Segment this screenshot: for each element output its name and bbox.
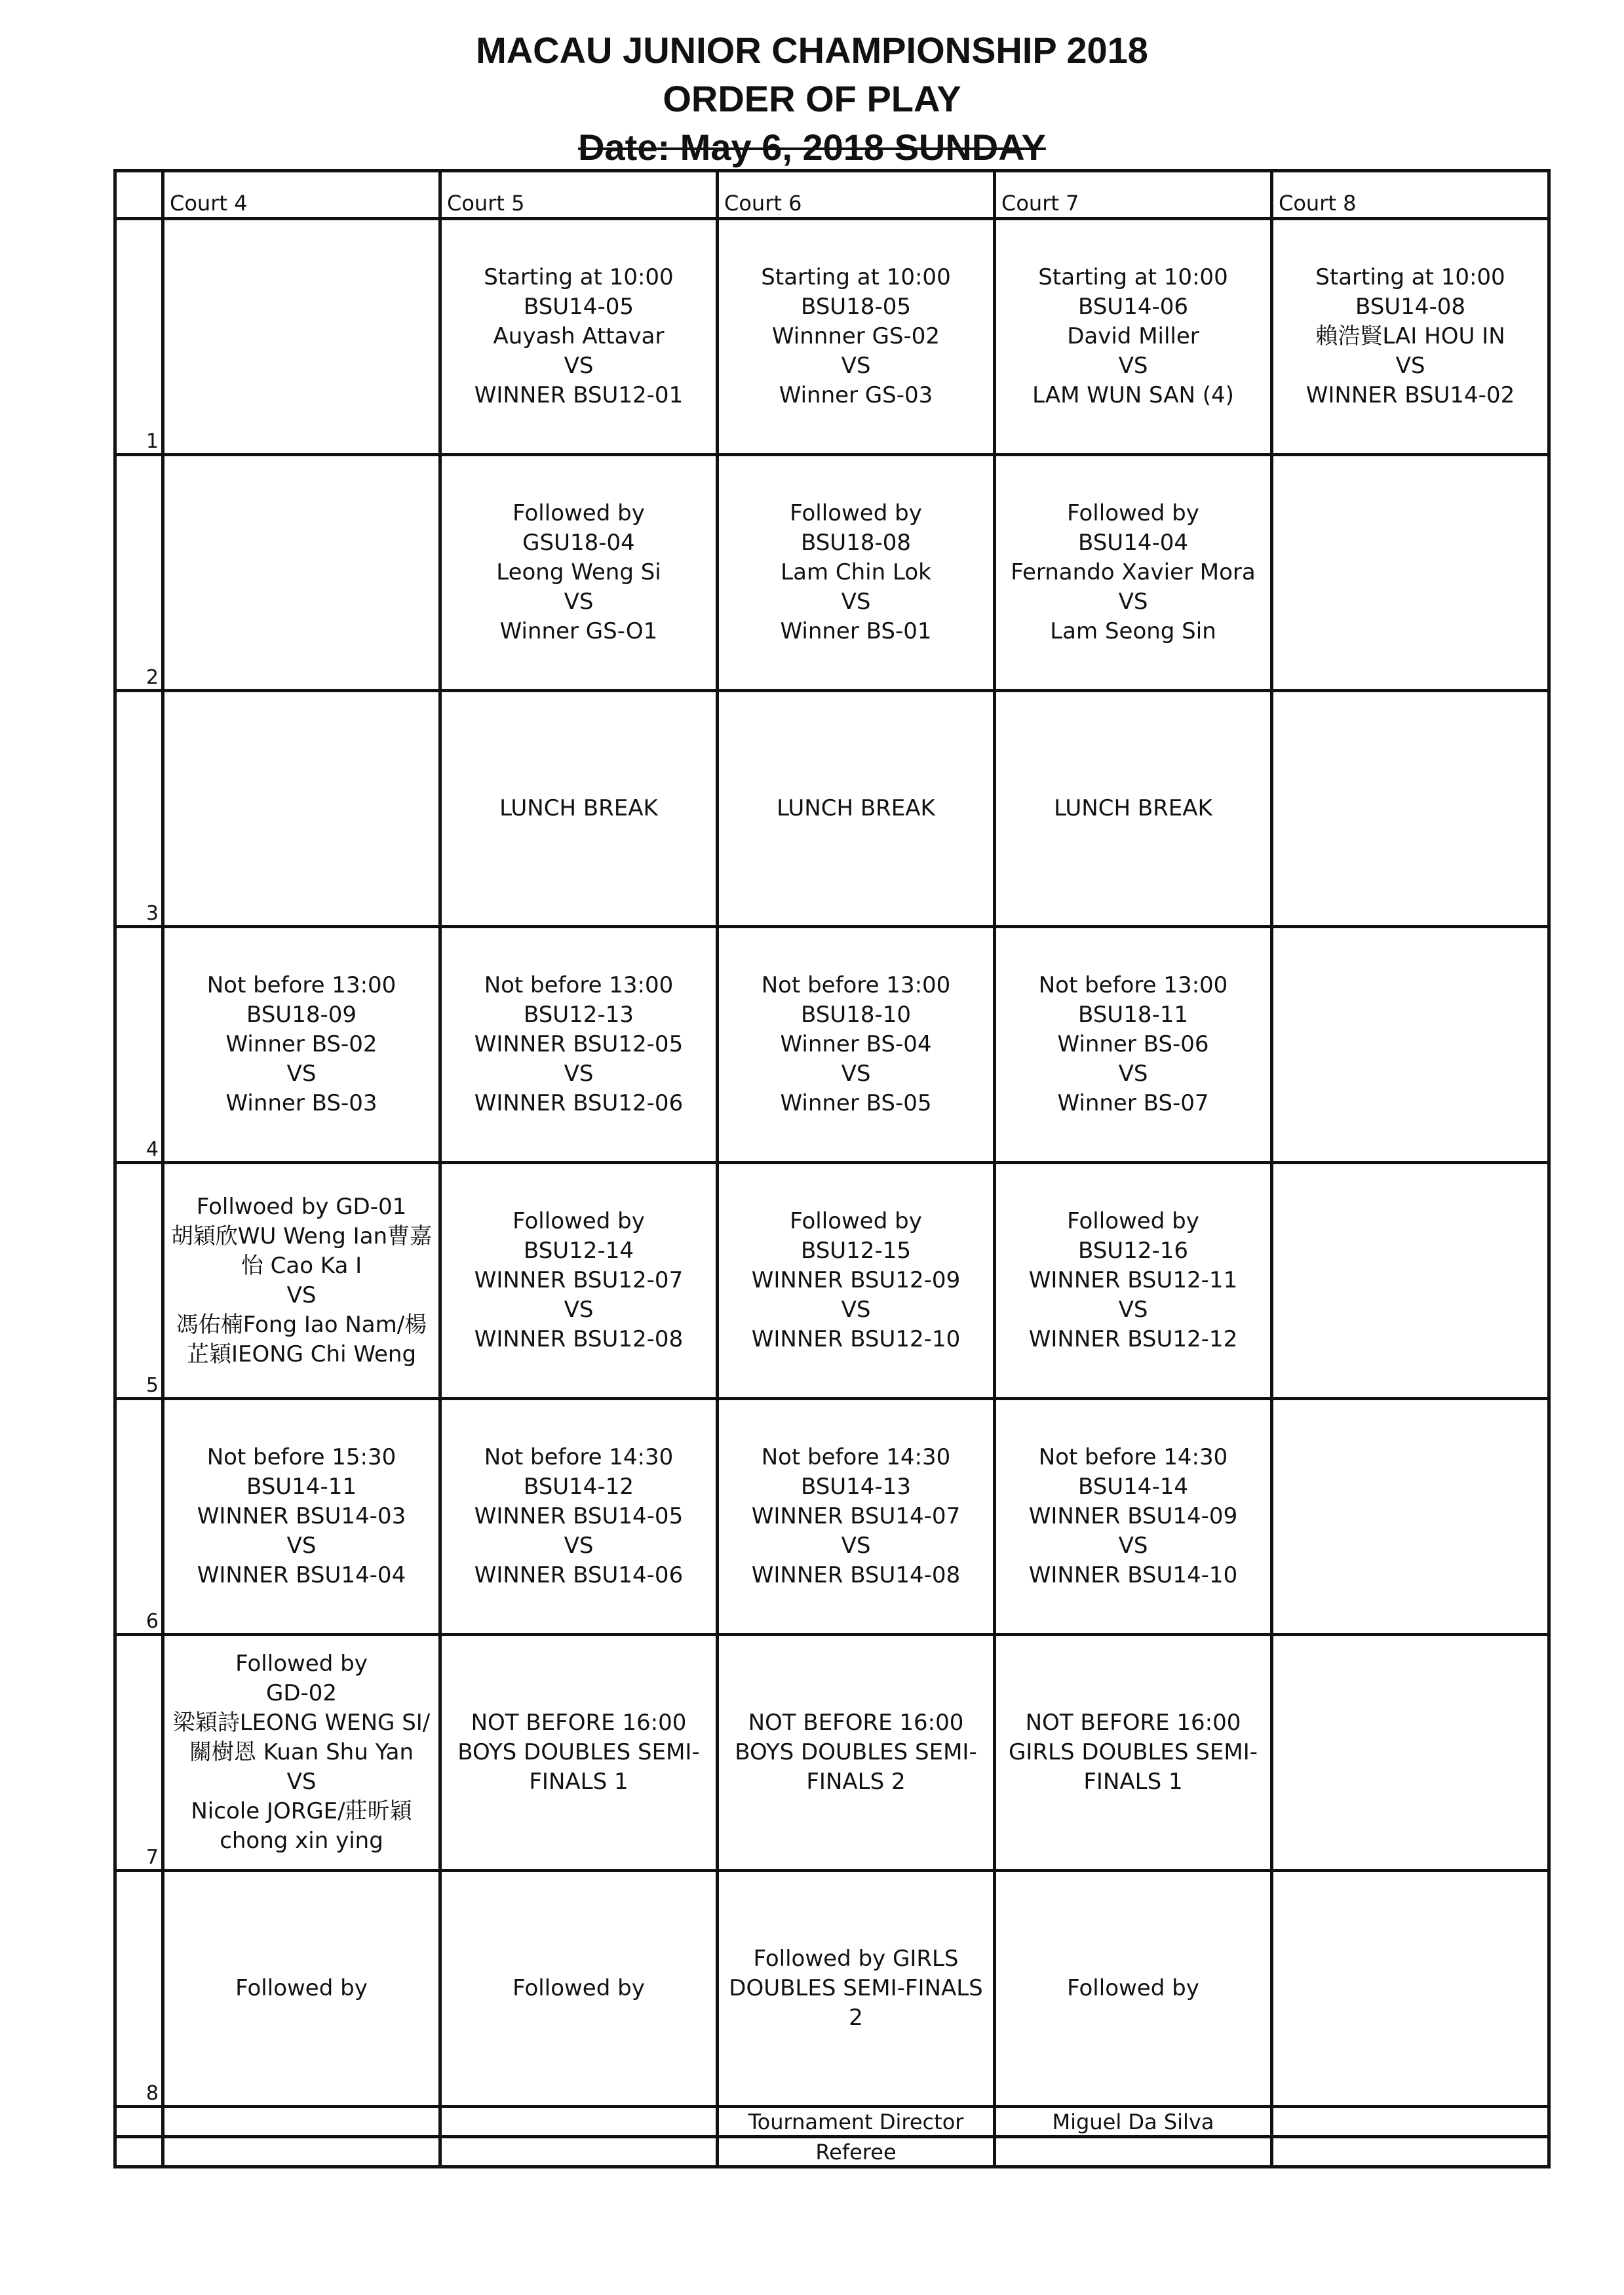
match-text: Not before 13:00 BSU12-13 WINNER BSU12-05 VS WINNER BSU12-06 bbox=[474, 972, 684, 1116]
schedule-cell bbox=[440, 1871, 718, 2107]
schedule-cell bbox=[995, 1399, 1272, 1635]
match-info bbox=[719, 1872, 993, 2105]
schedule-cell bbox=[440, 219, 718, 455]
match-text: Starting at 10:00 BSU14-08 賴浩賢LAI HOU IN VS WINNER BSU14-02 bbox=[1305, 264, 1515, 408]
schedule-cell bbox=[163, 1635, 440, 1871]
match-text: Follwoed by GD-01 胡穎欣WU Weng Ian曹嘉怡 Cao Ka I VS 馮佑楠Fong Iao Nam/楊芷穎IEONG Chi Weng bbox=[170, 1193, 433, 1367]
match-info bbox=[442, 1164, 716, 1397]
match-info bbox=[996, 692, 1270, 925]
match-info bbox=[164, 1872, 438, 2105]
schedule-cell bbox=[163, 1871, 440, 2107]
footer-cell bbox=[1272, 2137, 1549, 2167]
match-text: Not before 13:00 BSU18-09 Winner BS-02 VS Winner BS-03 bbox=[206, 972, 396, 1116]
match-info bbox=[719, 1164, 993, 1397]
match-text: Not before 13:00 BSU18-11 Winner BS-06 VS Winner BS-07 bbox=[1038, 972, 1228, 1116]
match-text: Followed by BSU14-04 Fernando Xavier Mora VS Lam Seong Sin bbox=[1011, 500, 1256, 644]
match-text: NOT BEFORE 16:00 BOYS DOUBLES SEMI-FINALS 2 bbox=[735, 1710, 977, 1795]
match-info bbox=[1273, 1636, 1547, 1869]
match-info bbox=[1273, 1164, 1547, 1397]
schedule-cell bbox=[718, 455, 995, 691]
schedule-cell bbox=[1272, 1871, 1549, 2107]
match-info bbox=[996, 1400, 1270, 1633]
schedule-cell bbox=[163, 219, 440, 455]
match-info bbox=[442, 1872, 716, 2105]
match-info bbox=[442, 220, 716, 453]
document-date: Date: May 6, 2018 SUNDAY bbox=[578, 127, 1046, 168]
match-info bbox=[1273, 928, 1547, 1161]
match-info bbox=[164, 220, 438, 453]
match-text: Followed by bbox=[1067, 1975, 1199, 2001]
schedule-cell bbox=[718, 1635, 995, 1871]
footer-row-referee bbox=[115, 2137, 1549, 2167]
schedule-cell bbox=[718, 927, 995, 1163]
match-text: Followed by BSU12-14 WINNER BSU12-07 VS WINNER BSU12-08 bbox=[474, 1208, 684, 1352]
match-info bbox=[164, 692, 438, 925]
match-info bbox=[1273, 1872, 1547, 2105]
match-text: Followed by BSU18-08 Lam Chin Lok VS Winner BS-01 bbox=[780, 500, 932, 644]
schedule-cell bbox=[440, 1635, 718, 1871]
match-info bbox=[442, 928, 716, 1161]
schedule-cell bbox=[718, 219, 995, 455]
match-info bbox=[164, 1164, 438, 1397]
schedule-cell bbox=[718, 1399, 995, 1635]
footer-cell bbox=[163, 2107, 440, 2137]
schedule-cell bbox=[718, 1871, 995, 2107]
match-info bbox=[719, 928, 993, 1161]
schedule-cell bbox=[1272, 1635, 1549, 1871]
match-info bbox=[1273, 1400, 1547, 1633]
schedule-row bbox=[115, 691, 1549, 927]
court-header: Court 4 bbox=[163, 171, 440, 219]
schedule-cell bbox=[995, 455, 1272, 691]
match-info bbox=[719, 1636, 993, 1869]
match-text: Followed by GIRLS DOUBLES SEMI-FINALS 2 bbox=[729, 1946, 983, 2031]
schedule-cell bbox=[440, 691, 718, 927]
schedule-cell bbox=[1272, 455, 1549, 691]
schedule-cell bbox=[718, 691, 995, 927]
court-header: Court 5 bbox=[440, 171, 718, 219]
schedule-cell bbox=[995, 1871, 1272, 2107]
court-header-row bbox=[115, 171, 1549, 219]
schedule-cell bbox=[995, 1635, 1272, 1871]
match-info bbox=[442, 1400, 716, 1633]
match-text: Not before 14:30 BSU14-12 WINNER BSU14-05 VS WINNER BSU14-06 bbox=[474, 1444, 684, 1588]
schedule-cell bbox=[1272, 691, 1549, 927]
schedule-cell bbox=[1272, 1399, 1549, 1635]
match-text: NOT BEFORE 16:00 GIRLS DOUBLES SEMI-FINALS 1 bbox=[1009, 1710, 1258, 1795]
match-text: Followed by GD-02 梁穎詩LEONG WENG SI/關樹恩 Kuan Shu Yan VS Nicole JORGE/莊昕穎 chong xin ying bbox=[172, 1651, 431, 1854]
schedule-cell bbox=[995, 1163, 1272, 1399]
footer-cell bbox=[995, 2137, 1272, 2167]
match-info bbox=[164, 456, 438, 689]
schedule-cell bbox=[1272, 1163, 1549, 1399]
match-info bbox=[996, 1636, 1270, 1869]
schedule-cell bbox=[1272, 927, 1549, 1163]
schedule-cell bbox=[995, 927, 1272, 1163]
match-text: LUNCH BREAK bbox=[499, 795, 658, 821]
footer-cell bbox=[440, 2107, 718, 2137]
schedule-cell bbox=[995, 219, 1272, 455]
schedule-cell bbox=[440, 927, 718, 1163]
schedule-row bbox=[115, 927, 1549, 1163]
match-text: Not before 14:30 BSU14-13 WINNER BSU14-07 VS WINNER BSU14-08 bbox=[751, 1444, 961, 1588]
match-text: LUNCH BREAK bbox=[777, 795, 935, 821]
footer-row-director bbox=[115, 2107, 1549, 2137]
match-info bbox=[996, 220, 1270, 453]
schedule-cell bbox=[163, 691, 440, 927]
order-of-play-table bbox=[113, 169, 1551, 2168]
footer-cell bbox=[115, 2107, 163, 2137]
row-number: 6 bbox=[115, 1399, 163, 1635]
schedule-cell bbox=[718, 1163, 995, 1399]
director-name: Miguel Da Silva bbox=[995, 2107, 1272, 2137]
match-text: Not before 13:00 BSU18-10 Winner BS-04 VS Winner BS-05 bbox=[761, 972, 951, 1116]
row-number: 2 bbox=[115, 455, 163, 691]
match-text: Followed by bbox=[512, 1975, 645, 2001]
row-number: 1 bbox=[115, 219, 163, 455]
director-label: Tournament Director bbox=[718, 2107, 995, 2137]
footer-cell bbox=[440, 2137, 718, 2167]
schedule-row bbox=[115, 1163, 1549, 1399]
document-header bbox=[0, 26, 1624, 172]
header-corner-cell bbox=[115, 171, 163, 219]
match-info bbox=[719, 692, 993, 925]
schedule-cell bbox=[1272, 219, 1549, 455]
schedule-row bbox=[115, 1635, 1549, 1871]
match-info bbox=[1273, 692, 1547, 925]
match-info bbox=[1273, 220, 1547, 453]
schedule-cell bbox=[995, 691, 1272, 927]
match-text: Starting at 10:00 BSU14-06 David Miller VS LAM WUN SAN (4) bbox=[1032, 264, 1234, 408]
match-text: Followed by BSU12-16 WINNER BSU12-11 VS WINNER BSU12-12 bbox=[1028, 1208, 1238, 1352]
match-info bbox=[996, 1164, 1270, 1397]
document-subtitle: ORDER OF PLAY bbox=[663, 78, 961, 119]
row-number: 3 bbox=[115, 691, 163, 927]
match-info bbox=[164, 1400, 438, 1633]
schedule-cell bbox=[163, 1163, 440, 1399]
row-number: 4 bbox=[115, 927, 163, 1163]
match-text: Followed by BSU12-15 WINNER BSU12-09 VS WINNER BSU12-10 bbox=[751, 1208, 961, 1352]
match-info bbox=[719, 220, 993, 453]
match-info bbox=[996, 1872, 1270, 2105]
match-text: Starting at 10:00 BSU14-05 Auyash Attavar VS WINNER BSU12-01 bbox=[474, 264, 684, 408]
match-text: LUNCH BREAK bbox=[1054, 795, 1212, 821]
match-info bbox=[442, 692, 716, 925]
match-info bbox=[164, 1636, 438, 1869]
schedule-row bbox=[115, 219, 1549, 455]
court-header: Court 8 bbox=[1272, 171, 1549, 219]
schedule-cell bbox=[440, 1163, 718, 1399]
schedule-row bbox=[115, 455, 1549, 691]
schedule-row bbox=[115, 1399, 1549, 1635]
schedule-cell bbox=[163, 927, 440, 1163]
match-info bbox=[1273, 456, 1547, 689]
schedule-cell bbox=[440, 455, 718, 691]
footer-cell bbox=[115, 2137, 163, 2167]
match-info bbox=[996, 928, 1270, 1161]
court-header: Court 7 bbox=[995, 171, 1272, 219]
row-number: 5 bbox=[115, 1163, 163, 1399]
match-info bbox=[164, 928, 438, 1161]
match-info bbox=[719, 1400, 993, 1633]
referee-label: Referee bbox=[718, 2137, 995, 2167]
match-text: Not before 14:30 BSU14-14 WINNER BSU14-09 VS WINNER BSU14-10 bbox=[1028, 1444, 1238, 1588]
match-text: Followed by bbox=[235, 1975, 368, 2001]
row-number: 8 bbox=[115, 1871, 163, 2107]
match-info bbox=[442, 1636, 716, 1869]
match-info bbox=[442, 456, 716, 689]
schedule-cell bbox=[163, 455, 440, 691]
match-text: Not before 15:30 BSU14-11 WINNER BSU14-03 VS WINNER BSU14-04 bbox=[197, 1444, 406, 1588]
document-title: MACAU JUNIOR CHAMPIONSHIP 2018 bbox=[476, 29, 1148, 71]
match-text: NOT BEFORE 16:00 BOYS DOUBLES SEMI-FINALS 1 bbox=[457, 1710, 700, 1795]
court-header: Court 6 bbox=[718, 171, 995, 219]
footer-cell bbox=[163, 2137, 440, 2167]
match-info bbox=[719, 456, 993, 689]
match-info bbox=[996, 456, 1270, 689]
schedule-row bbox=[115, 1871, 1549, 2107]
row-number: 7 bbox=[115, 1635, 163, 1871]
match-text: Followed by GSU18-04 Leong Weng Si VS Winner GS-O1 bbox=[496, 500, 661, 644]
footer-cell bbox=[1272, 2107, 1549, 2137]
schedule-cell bbox=[163, 1399, 440, 1635]
schedule-cell bbox=[440, 1399, 718, 1635]
match-text: Starting at 10:00 BSU18-05 Winnner GS-02 VS Winner GS-03 bbox=[761, 264, 951, 408]
